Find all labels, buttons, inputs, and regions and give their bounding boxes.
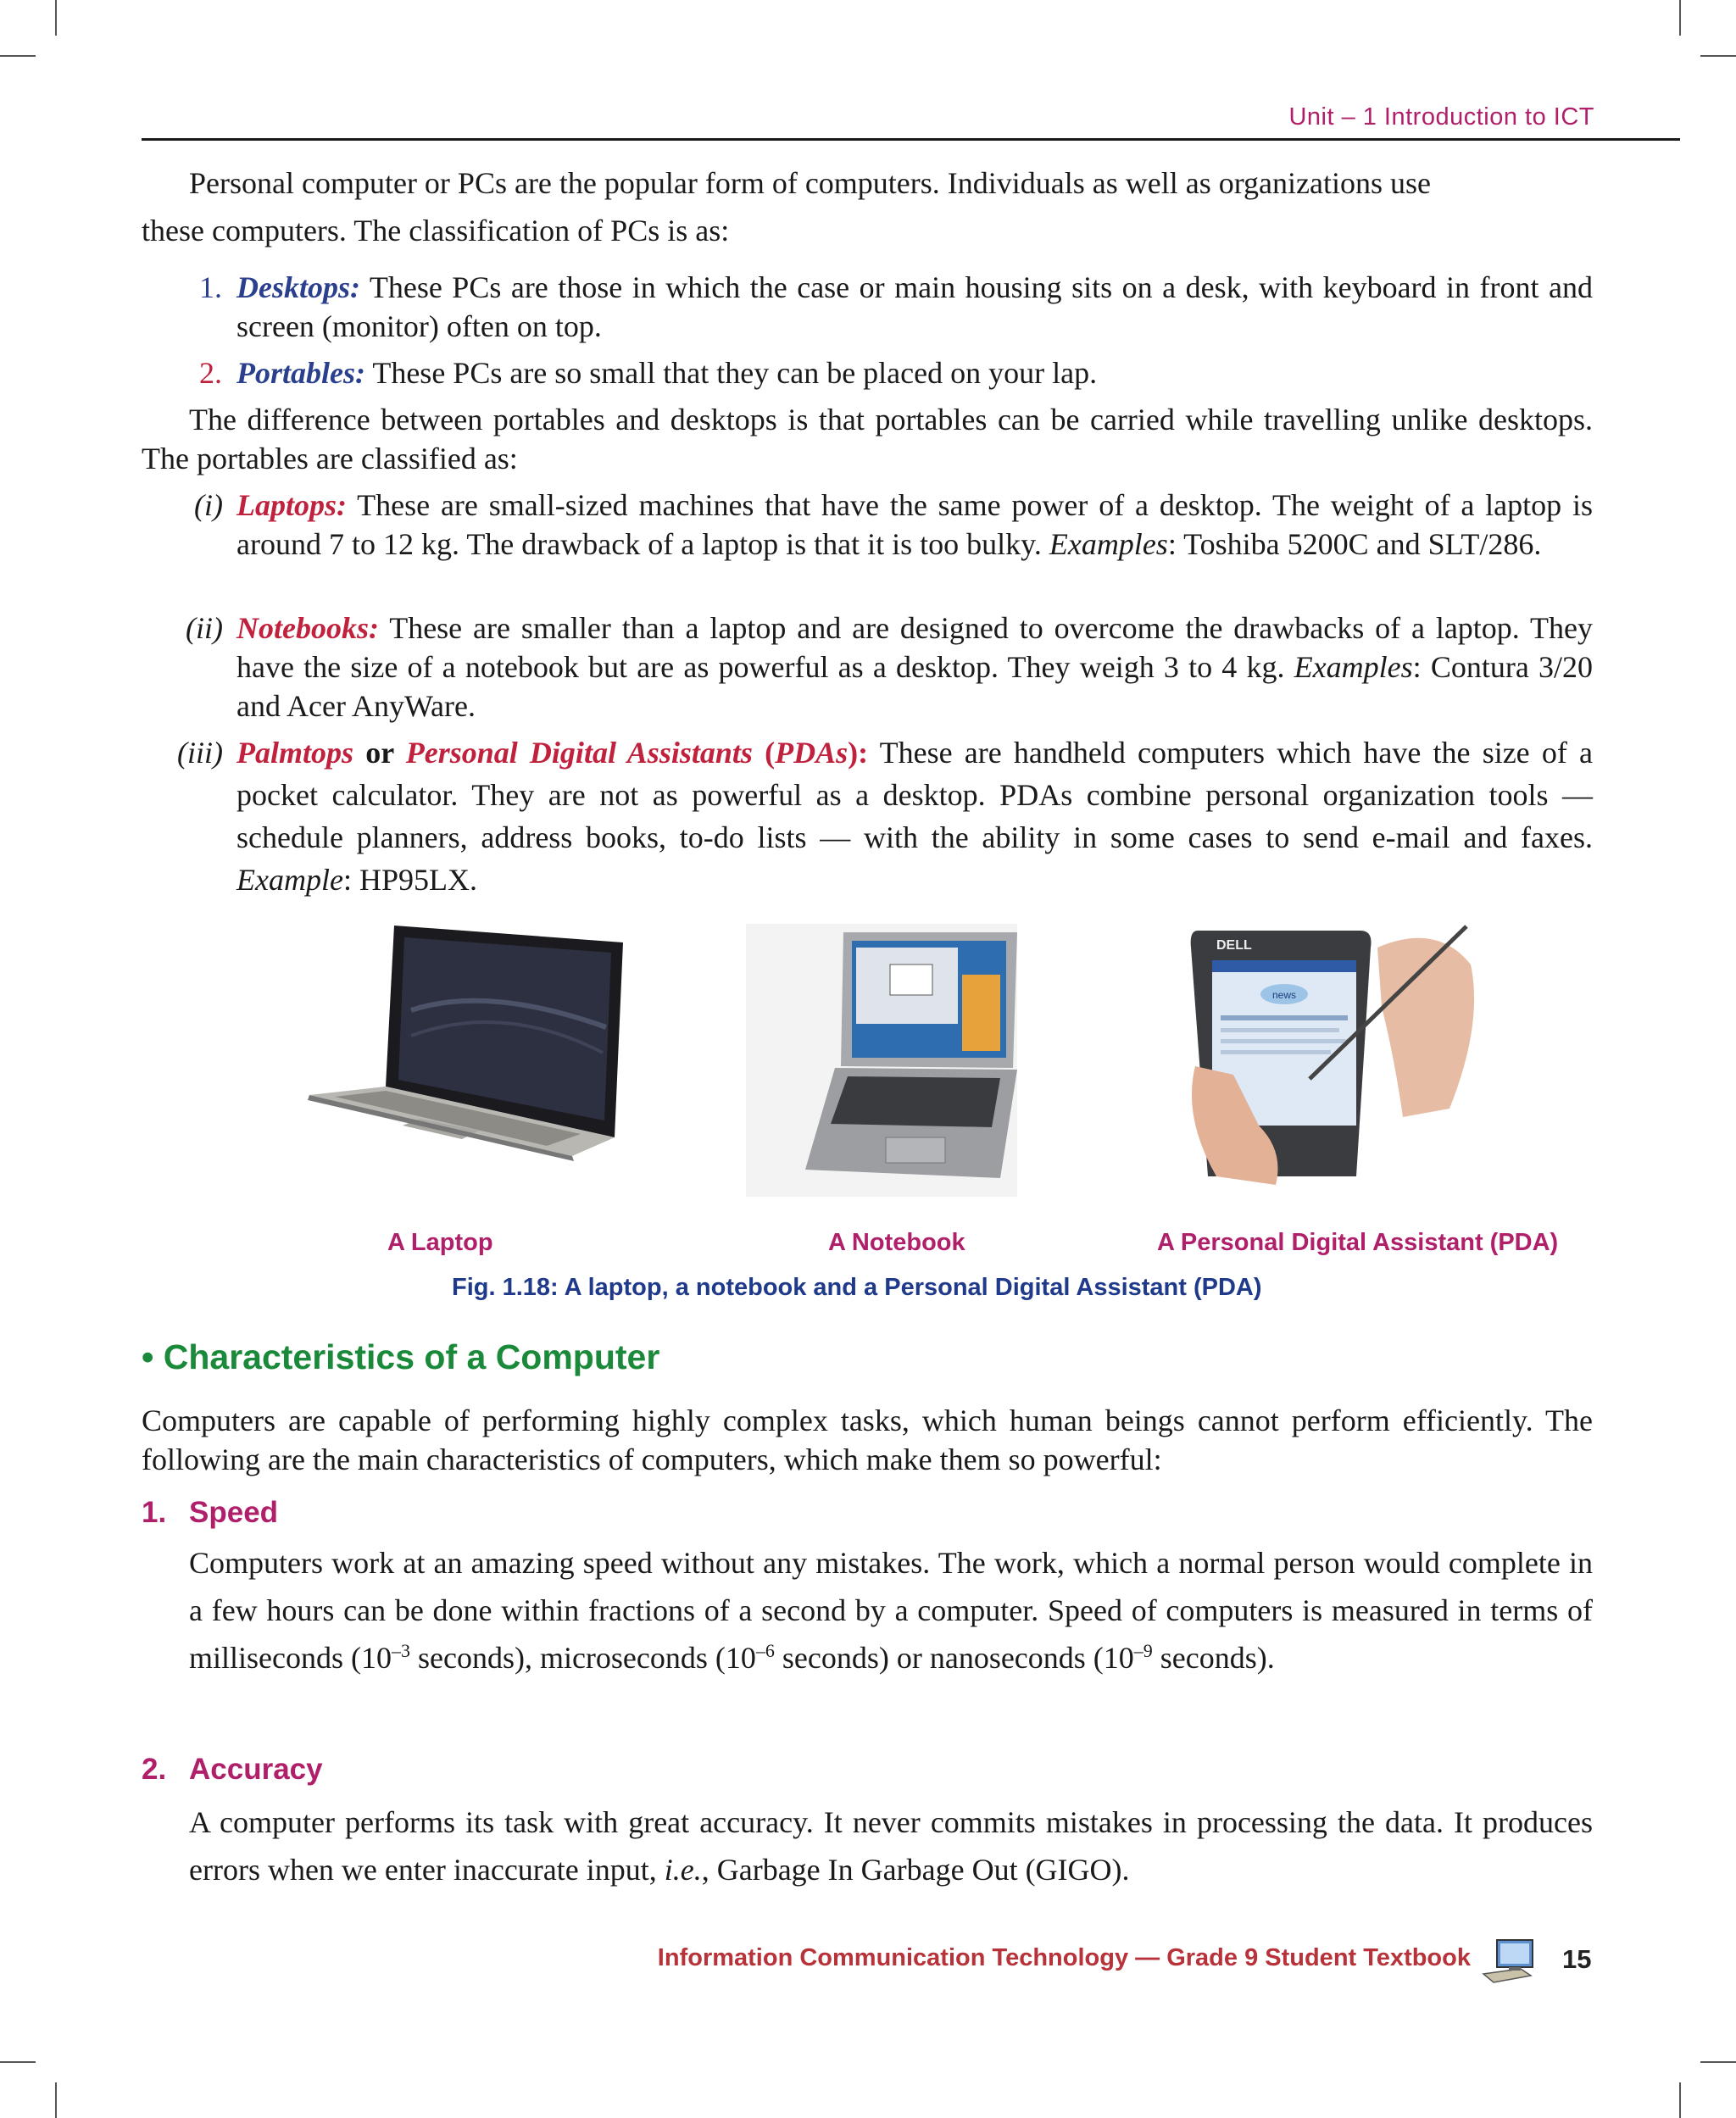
caption-laptop: A Laptop <box>387 1229 493 1256</box>
term-portables: Portables: <box>236 356 365 390</box>
running-header: Unit – 1 Introduction to ICT <box>1288 103 1594 131</box>
roman-number: (iii) <box>177 736 223 770</box>
caption-notebook: A Notebook <box>828 1229 965 1256</box>
caption-pda: A Personal Digital Assistant (PDA) <box>1157 1229 1559 1256</box>
list-item-portables: 2. Portables: These PCs are so small that they can be placed on your lap. <box>236 353 1593 392</box>
list-item-palmtops: (iii) Palmtops or Personal Digital Assistants (PDAs): These are handheld computers which have the size of a pocket calculator. They are not as powerful as a desktop. PDAs combine personal organization tools — schedule planners, address books, to-do lists — with the ability in some cases to send e-mail and faxes. Example: HP95LX. <box>236 731 1593 901</box>
list-item-desktops: 1. Desktops: These PCs are those in which the case or main housing sits on a desk, with keyboard in front and screen (monitor) often on top. <box>236 268 1593 346</box>
difference-paragraph: The difference between portables and desktops is that portables can be carried while travelling unlike desktops. The portables are classified as: <box>142 403 1593 475</box>
figure-title: Fig. 1.18: A laptop, a notebook and a Personal Digital Assistant (PDA) <box>452 1274 1262 1301</box>
computer-icon <box>1482 1937 1538 1984</box>
crop-mark <box>55 0 57 36</box>
intro-line-2: these computers. The classification of PCs is as: <box>142 214 730 247</box>
term-laptops: Laptops: <box>236 488 347 522</box>
crop-mark <box>0 55 36 57</box>
laptop-image <box>301 917 640 1163</box>
list-item-notebooks: (ii) Notebooks: These are smaller than a laptop and are designed to overcome the drawbacks of a laptop. They have the size of a notebook but are as powerful as a desktop. They weigh 3 to 4 kg. Examples: Contura 3/20 and Acer AnyWare. <box>236 609 1593 725</box>
speed-paragraph: Computers work at an amazing speed without any mistakes. The work, which a normal person would complete in a few hours can be done within fractions of a second by a computer. Speed of computers is measured in terms of milliseconds ($10^{-3}$ seconds), microseconds ($10^{-6}$ seconds) or nanoseconds ($10^{-9}$ seconds). <box>189 1546 1593 1675</box>
page-number: 15 <box>1562 1944 1592 1974</box>
term-palmtops: Palmtops <box>236 736 354 770</box>
pda-screen-badge: news <box>1272 989 1297 1001</box>
header-rule <box>142 138 1680 141</box>
term-notebooks: Notebooks: <box>236 611 379 645</box>
subheading-accuracy: 2. Accuracy <box>142 1753 323 1786</box>
crop-mark <box>1700 55 1736 57</box>
crop-mark <box>55 2082 57 2118</box>
pda-brand-logo: DELL <box>1216 938 1252 953</box>
intro-line-1: Personal computer or PCs are the popular form of computers. Individuals as well as organizations use <box>189 166 1431 200</box>
notebook-image <box>746 924 1017 1197</box>
term-desktops: Desktops: <box>236 270 360 304</box>
pda-image <box>1182 922 1483 1187</box>
term-pda: Personal Digital Assistants <box>405 736 753 770</box>
list-number: 1. <box>199 270 222 304</box>
footer-title: Information Communication Technology — Grade 9 Student Textbook <box>657 1944 1471 1971</box>
intro-paragraph <box>142 159 1593 254</box>
section-heading: • Characteristics of a Computer <box>142 1337 660 1376</box>
accuracy-paragraph: A computer performs its task with great accuracy. It never commits mistakes in processing the data. It produces errors when we enter inaccurate input, i.e., Garbage In Garbage Out (GIGO). <box>189 1805 1593 1887</box>
roman-number: (ii) <box>186 611 223 645</box>
list-number: 2. <box>199 356 222 390</box>
crop-mark <box>1700 2061 1736 2063</box>
crop-mark <box>0 2061 36 2063</box>
subheading-speed: 1. Speed <box>142 1496 279 1529</box>
crop-mark <box>1679 2082 1681 2118</box>
section-intro: Computers are capable of performing highly complex tasks, which human beings cannot perform efficiently. The following are the main characteristics of computers, which make them so powerful: <box>142 1404 1593 1476</box>
crop-mark <box>1679 0 1681 36</box>
roman-number: (i) <box>194 488 223 522</box>
list-item-laptops: (i) Laptops: These are small-sized machines that have the same power of a desktop. The weight of a laptop is around 7 to 12 kg. The drawback of a laptop is that it is too bulky. Examples: Toshiba 5200C and SLT/286. <box>236 486 1593 564</box>
